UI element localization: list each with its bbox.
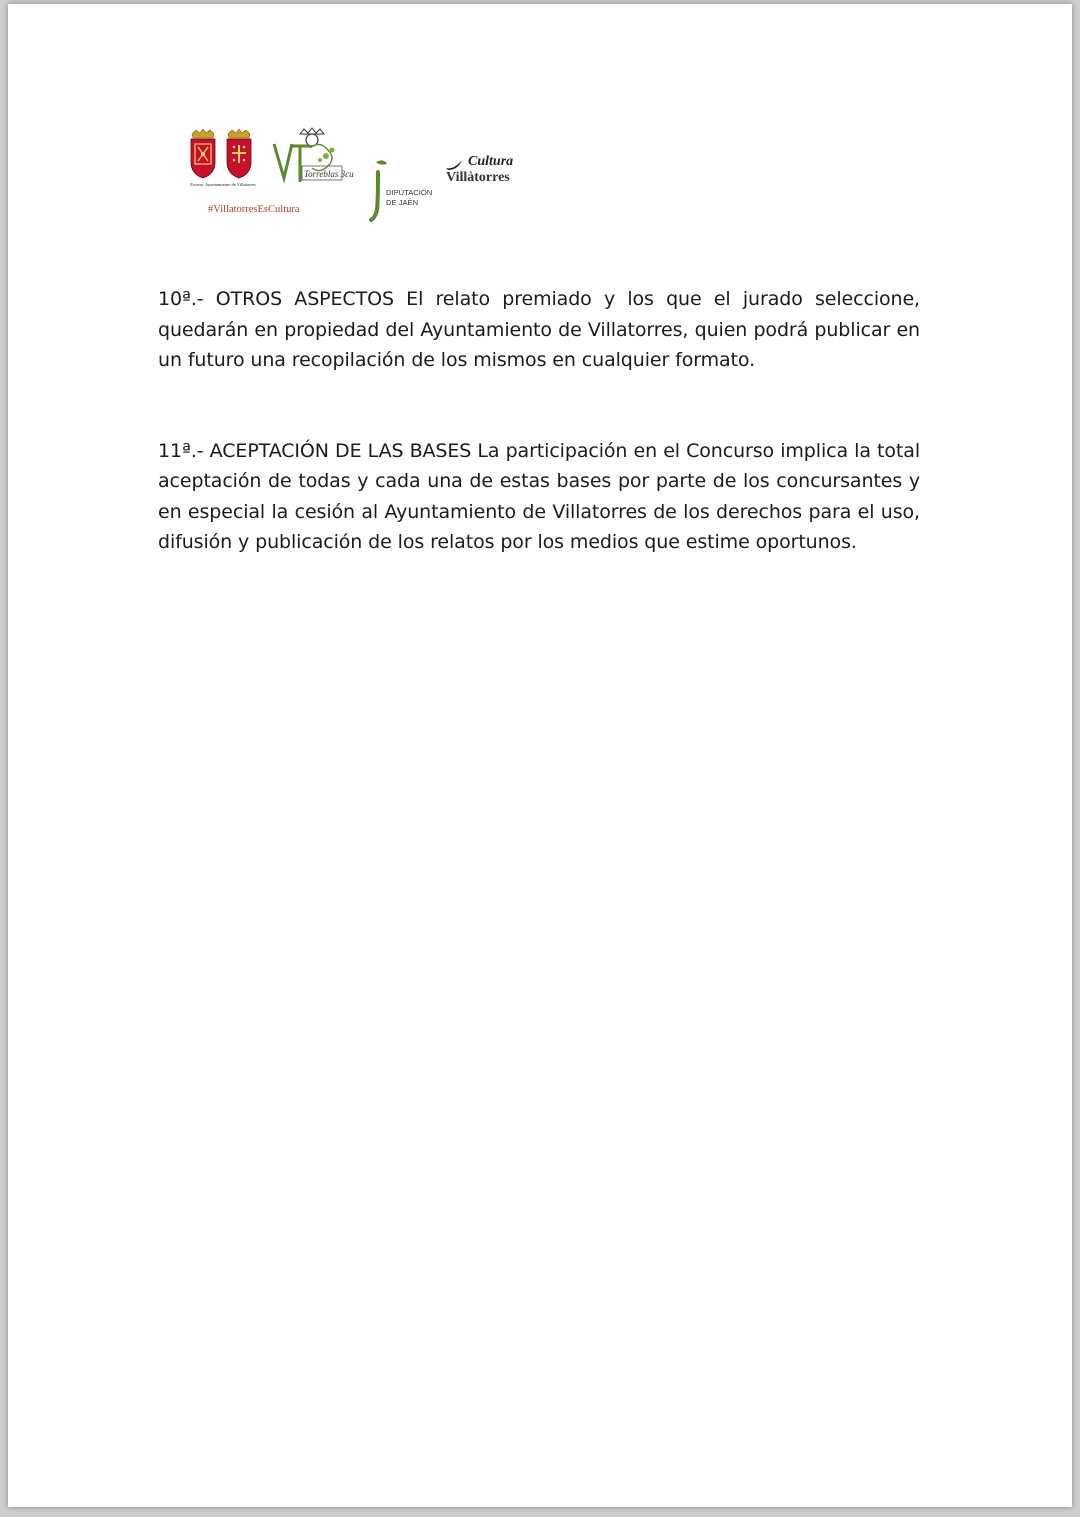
header-logos bbox=[158, 124, 538, 224]
clause-11 bbox=[158, 436, 920, 558]
clause-10 bbox=[158, 284, 920, 376]
diputacion-line2: DE JAÉN bbox=[386, 197, 419, 207]
clause-11-body: La participación en el Concurso implica la total aceptación de todas y cada una de estas bases por parte de los concursantes y en especial la cesión al Ayuntamiento de Villatorres de los derechos para el uso, difusión y publicación de los relatos por los medios que estime oportunos. bbox=[158, 439, 920, 553]
document-page bbox=[8, 4, 1072, 1507]
clause-11-heading: 11ª.- ACEPTACIÓN DE LAS BASES bbox=[158, 439, 472, 462]
cultura-line2: Villàtorres bbox=[446, 170, 510, 185]
diputacion-text bbox=[386, 188, 432, 207]
clause-10-body: El relato premiado y los que el jurado seleccione, quedarán en propiedad del Ayuntamiento de Villatorres, quien podrá publicar en un futuro una recopilación de los mismos en cualquier formato. bbox=[158, 288, 920, 371]
diputacion-logo bbox=[370, 160, 442, 224]
hashtag-text: #VillatorresEsCultura bbox=[208, 204, 300, 215]
clause-10-heading: 10ª.- OTROS ASPECTOS bbox=[158, 288, 394, 310]
diputacion-line1: DIPUTACIÓN bbox=[386, 188, 433, 197]
vt-logo bbox=[270, 126, 354, 192]
cultura-villatorres-logo bbox=[442, 154, 532, 198]
document-body bbox=[158, 284, 920, 558]
ayuntamiento-caption: Excmo. Ayuntamiento de Villatorres bbox=[190, 182, 256, 187]
vt-text: Torreblas 3cu bbox=[304, 169, 354, 179]
coat-of-arms-icon bbox=[186, 128, 256, 182]
vt-emblem-icon bbox=[270, 126, 354, 192]
cultura-line1: Cultura bbox=[468, 154, 514, 169]
